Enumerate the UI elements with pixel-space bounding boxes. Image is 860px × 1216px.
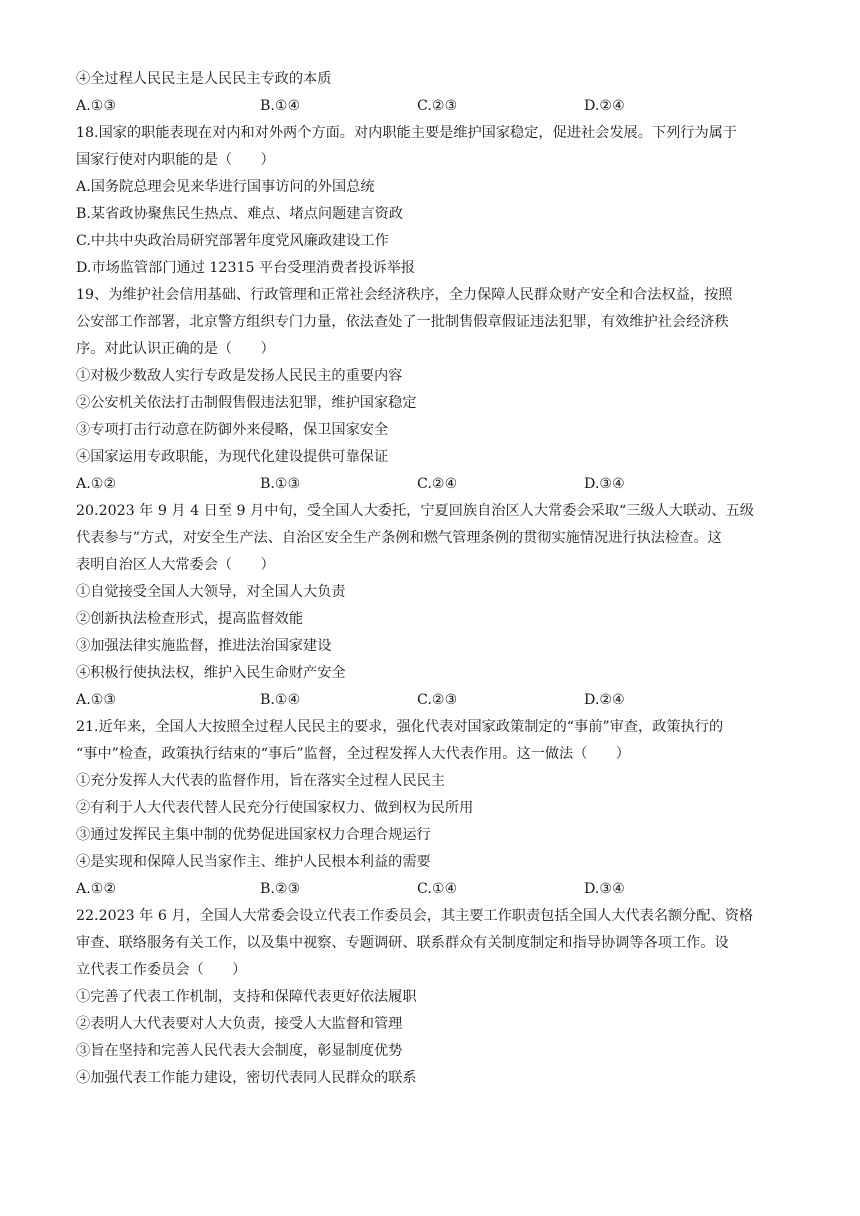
q17-item-4: ④全过程人民民主是人民民主专政的本质 xyxy=(76,71,332,87)
q20-stem-line-3: 表明自治区人大常委会（ ） xyxy=(76,557,275,573)
option-d: D.②④ xyxy=(584,98,625,114)
q22-stem-line-1: 22.2023 年 6 月，全国人大常委会设立代表工作委员会，其主要工作职责包括全国人大代表名额分配、资格 xyxy=(76,908,754,924)
q20-stem-line-2: 代表参与”方式，对安全生产法、自治区安全生产条例和燃气管理条例的贯彻实施情况进行执法检查。这 xyxy=(76,530,722,546)
option-c: C.①④ xyxy=(417,881,458,897)
q19-options xyxy=(76,474,796,494)
q20-item-2: ②创新执法检查形式，提高监督效能 xyxy=(76,611,304,627)
q19-stem-line-2: 公安部工作部署，北京警方组织专门力量，依法查处了一批制售假章假证违法犯罪，有效维护社会经济秩 xyxy=(76,314,729,330)
option-a: A.①③ xyxy=(76,692,117,708)
q21-item-3: ③通过发挥民主集中制的优势促进国家权力合理合规运行 xyxy=(76,827,431,843)
option-c: C.②③ xyxy=(417,692,458,708)
q21-item-2: ②有利于人大代表代替人民充分行使国家权力、做到权为民所用 xyxy=(76,800,474,816)
q19-item-1: ①对极少数敌人实行专政是发扬人民民主的重要内容 xyxy=(76,368,403,384)
q21-stem-line-1: 21.近年来，全国人大按照全过程人民民主的要求，强化代表对国家政策制定的“事前”审查，政策执行的 xyxy=(76,719,724,735)
option-b: B.①③ xyxy=(260,476,301,492)
q22-stem-line-2: 审查、联络服务有关工作，以及集中视察、专题调研、联系群众有关制度制定和指导协调等各项工作。设 xyxy=(76,935,729,951)
q21-item-1: ①充分发挥人大代表的监督作用，旨在落实全过程人民民主 xyxy=(76,773,445,789)
q19-stem-line-1: 19、为维护社会信用基础、行政管理和正常社会经济秩序，全力保障人民群众财产安全和合法权益，按照 xyxy=(76,287,733,303)
q20-item-1: ①自觉接受全国人大领导，对全国人大负责 xyxy=(76,584,346,600)
q22-item-3: ③旨在坚持和完善人民代表大会制度，彰显制度优势 xyxy=(76,1043,403,1059)
q22-stem-line-3: 立代表工作委员会（ ） xyxy=(76,962,247,978)
q18-stem-line-2: 国家行使对内职能的是（ ） xyxy=(76,152,275,168)
q22-item-1: ①完善了代表工作机制，支持和保障代表更好依法履职 xyxy=(76,989,417,1005)
q17-options xyxy=(76,96,796,116)
option-a: A.①② xyxy=(76,476,117,492)
option-c: C.②④ xyxy=(417,476,458,492)
option-a: A.①② xyxy=(76,881,117,897)
q18-choice-d: D.市场监管部门通过 12315 平台受理消费者投诉举报 xyxy=(76,260,416,276)
option-a: A.①③ xyxy=(76,98,117,114)
q22-item-2: ②表明人大代表要对人大负责，接受人大监督和管理 xyxy=(76,1016,403,1032)
q21-item-4: ④是实现和保障人民当家作主、维护人民根本利益的需要 xyxy=(76,854,431,870)
q21-options xyxy=(76,879,796,899)
q19-item-2: ②公安机关依法打击制假售假违法犯罪，维护国家稳定 xyxy=(76,395,417,411)
option-d: D.③④ xyxy=(584,476,625,492)
q18-choice-a: A.国务院总理会见来华进行国事访问的外国总统 xyxy=(76,179,375,195)
option-b: B.①④ xyxy=(260,692,301,708)
q20-stem-line-1: 20.2023 年 9 月 4 日至 9 月中旬，受全国人大委托，宁夏回族自治区人大常委会采取“三级人大联动、五级 xyxy=(76,503,754,519)
option-c: C.②③ xyxy=(417,98,458,114)
q22-item-4: ④加强代表工作能力建设，密切代表同人民群众的联系 xyxy=(76,1070,417,1086)
q21-stem-line-2: “事中”检查，政策执行结束的“事后”监督，全过程发挥人大代表作用。这一做法（ ） xyxy=(76,746,630,762)
option-d: D.②④ xyxy=(584,692,625,708)
q18-choice-b: B.某省政协聚焦民生热点、难点、堵点问题建言资政 xyxy=(76,206,404,222)
option-b: B.①④ xyxy=(260,98,301,114)
q19-item-3: ③专项打击行动意在防御外来侵略，保卫国家安全 xyxy=(76,422,389,438)
q20-options xyxy=(76,690,796,710)
q19-item-4: ④国家运用专政职能，为现代化建设提供可靠保证 xyxy=(76,449,389,465)
q18-choice-c: C.中共中央政治局研究部署年度党风廉政建设工作 xyxy=(76,233,389,249)
q19-stem-line-3: 序。对此认识正确的是（ ） xyxy=(76,341,275,357)
q18-stem-line-1: 18.国家的职能表现在对内和对外两个方面。对内职能主要是维护国家稳定，促进社会发展。下列行为属于 xyxy=(76,125,738,141)
q20-item-3: ③加强法律实施监督，推进法治国家建设 xyxy=(76,638,332,654)
option-b: B.②③ xyxy=(260,881,301,897)
option-d: D.③④ xyxy=(584,881,625,897)
q20-item-4: ④积极行使执法权，维护入民生命财产安全 xyxy=(76,665,346,681)
